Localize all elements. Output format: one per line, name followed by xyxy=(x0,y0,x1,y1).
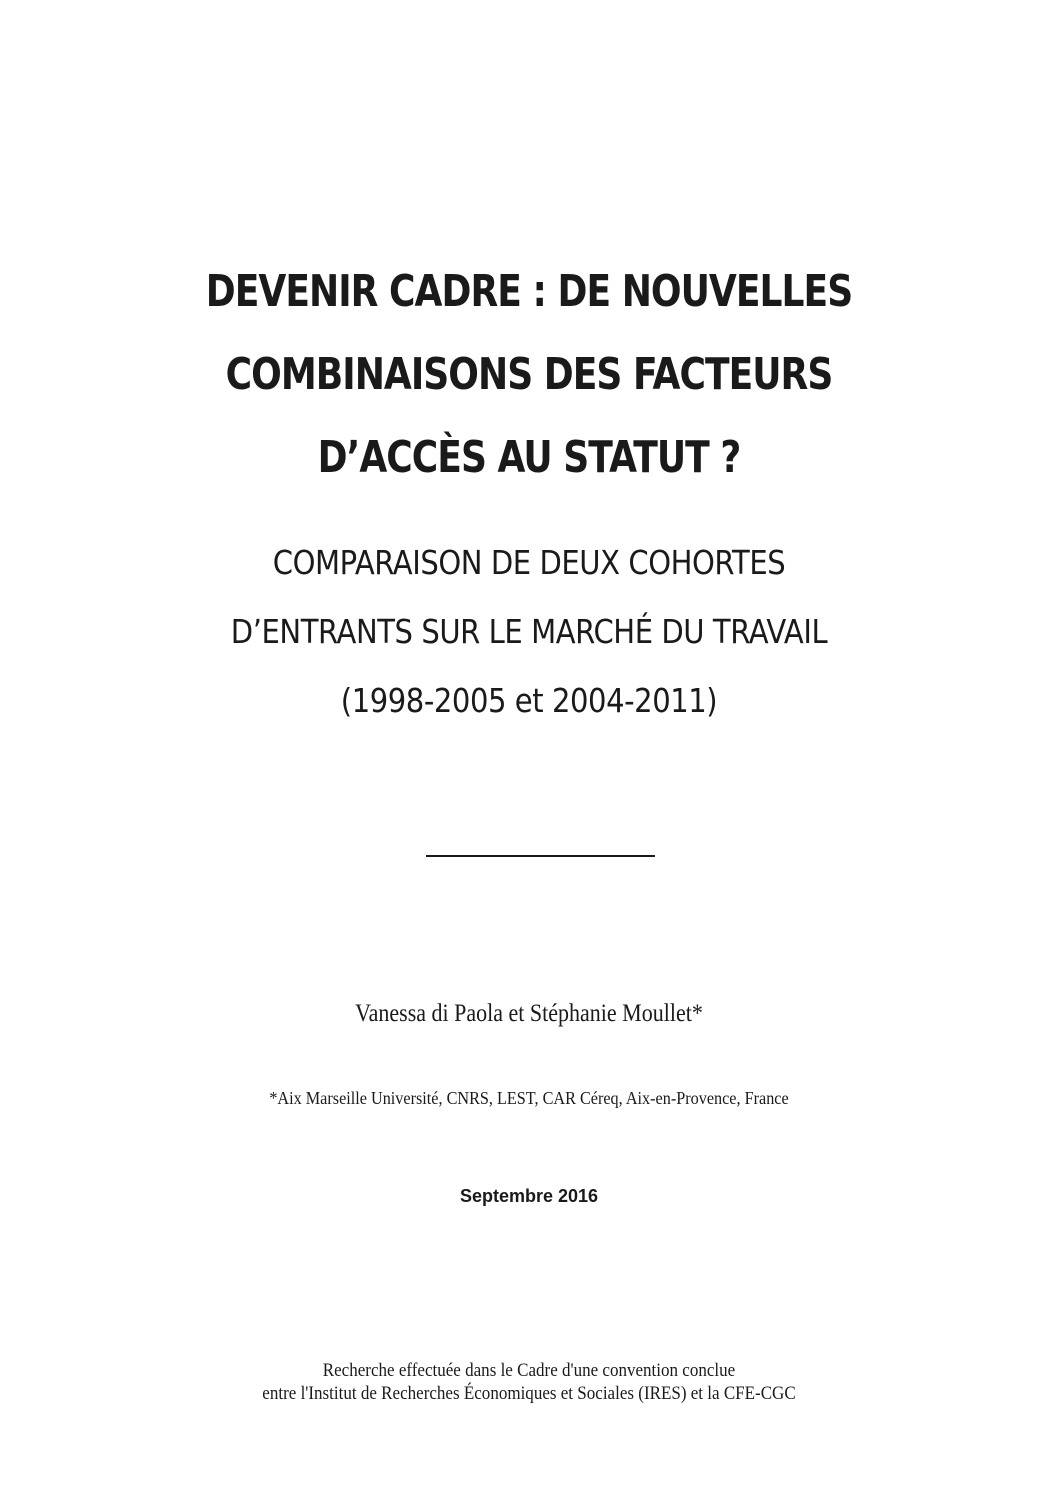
divider-rule xyxy=(426,855,655,857)
publication-date: Septembre 2016 xyxy=(459,1186,599,1206)
affiliation: *Aix Marseille Université, CNRS, LEST, CAR Céreq, Aix-en-Provence, France xyxy=(269,1088,789,1108)
funding-note-line: entre l'Institut de Recherches Économiques et Sociales (IRES) et la CFE-CGC xyxy=(262,1384,796,1404)
subtitle-line: COMPARAISON DE DEUX COHORTES xyxy=(272,543,786,582)
funding-note xyxy=(0,1360,1058,1406)
authors: Vanessa di Paola et Stéphanie Moullet* xyxy=(355,1000,703,1027)
title-line: D’ACCÈS AU STATUT ? xyxy=(317,432,741,483)
document-title xyxy=(0,250,1058,499)
funding-note-line: Recherche effectuée dans le Cadre d'une convention conclue xyxy=(322,1361,736,1381)
title-line: COMBINAISONS DES FACTEURS xyxy=(225,349,833,400)
document-subtitle xyxy=(0,528,1058,735)
title-line: DEVENIR CADRE : DE NOUVELLES xyxy=(205,266,853,317)
subtitle-line: D’ENTRANTS SUR LE MARCHÉ DU TRAVAIL xyxy=(230,612,828,651)
subtitle-line: (1998-2005 et 2004-2011) xyxy=(340,681,718,720)
